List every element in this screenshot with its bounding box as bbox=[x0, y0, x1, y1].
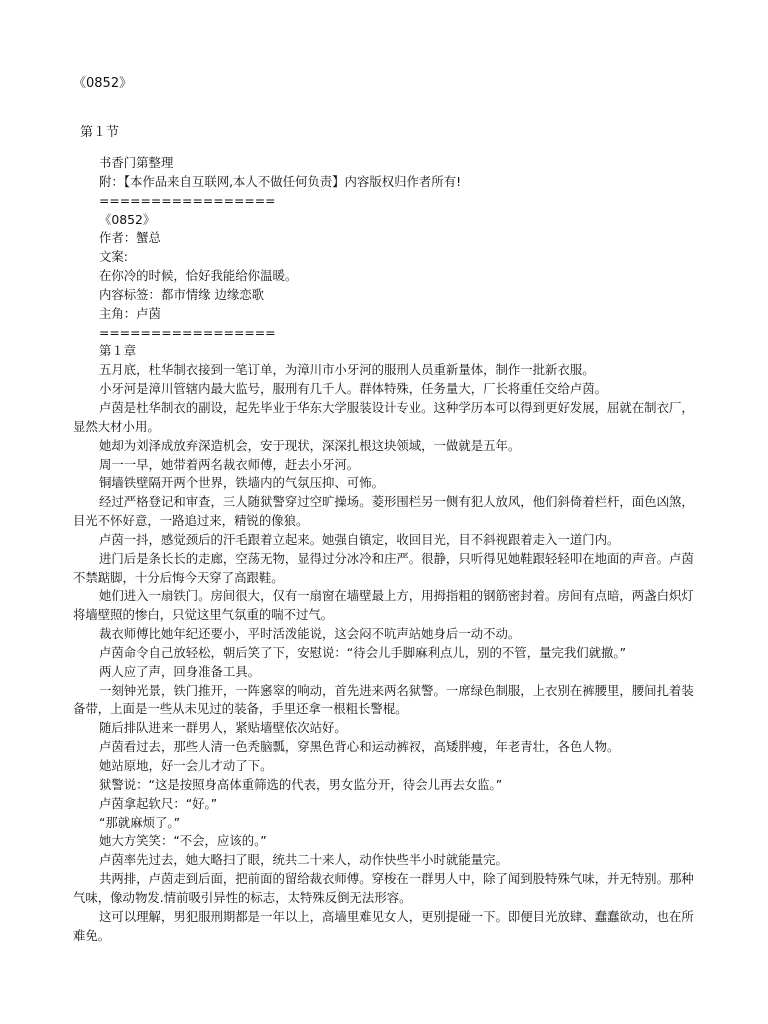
paragraph: 主角：卢茵 bbox=[99, 305, 161, 321]
document-body bbox=[73, 154, 698, 945]
paragraph: 裁衣师傅比她年纪还要小，平时活泼能说，这会闷不吭声站她身后一动不动。 bbox=[99, 626, 521, 642]
paragraph: 经过严格登记和审查，三人随狱警穿过空旷操场。菱形围栏另一侧有犯人放风，他们斜倚着栏杆，面色凶煞，目光不怀好意，一路追过来，精锐的像狼。 bbox=[73, 494, 694, 529]
paragraph: 狱警说：“这是按照身高体重筛选的代表，男女监分开，待会儿再去女监。” bbox=[99, 776, 503, 792]
paragraph: 卢茵命令自己放轻松，朝后笑了下，安慰说：“待会儿手脚麻利点儿，别的不管，量完我们就撤。” bbox=[99, 644, 627, 660]
paragraph: 文案: bbox=[99, 249, 128, 265]
paragraph: 一刻钟光景，铁门推开，一阵窸窣的响动，首先进来两名狱警。一席绿色制服，上衣别在裤腰里，腰间扎着装备带，上面是一些从未见过的装备，手里还拿一根粗长警棍。 bbox=[73, 682, 694, 717]
paragraph: 这可以理解，男犯服刑期都是一年以上，高墙里难见女人，更别提碰一下。即便目光放肆、蠢蠢欲动，也在所难免。 bbox=[73, 908, 694, 943]
paragraph: 两人应了声，回身准备工具。 bbox=[99, 663, 261, 679]
paragraph: 她们进入一扇铁门。房间很大，仅有一扇窗在墙壁最上方，用拇指粗的钢筋密封着。房间有点暗，两盏白炽灯将墙壁照的惨白，只觉这里气氛重的喘不过气。 bbox=[73, 588, 694, 623]
paragraph: 卢茵看过去，那些人清一色秃脑瓢，穿黑色背心和运动裤衩，高矮胖瘦，年老青壮，各色人物。 bbox=[99, 739, 620, 755]
paragraph: 她大方笑笑：“不会，应该的。” bbox=[99, 833, 267, 849]
paragraph: 五月底，杜华制衣接到一笔订单，为漳川市小牙河的服刑人员重新量体，制作一批新衣服。 bbox=[99, 362, 595, 378]
document-title: 《0852》 bbox=[73, 76, 133, 91]
paragraph: 铜墙铁壁隔开两个世界，铁墙内的气氛压抑、可怖。 bbox=[99, 475, 384, 491]
paragraph: 卢茵拿起软尺：“好。” bbox=[99, 795, 218, 811]
paragraph: 第１章 bbox=[99, 343, 137, 359]
section-title: 第１节 bbox=[80, 125, 120, 140]
paragraph: 书香门第整理 bbox=[99, 155, 174, 170]
paragraph: 周一一早，她带着两名裁衣师傅，赶去小牙河。 bbox=[99, 456, 360, 472]
paragraph: 在你冷的时候，恰好我能给你温暖。 bbox=[99, 268, 298, 284]
paragraph: 附：【本作品来自互联网,本人不做任何负责】内容版权归作者所有! bbox=[99, 173, 462, 189]
paragraph: 内容标签：都市情缘 边缘恋歌 bbox=[99, 286, 265, 302]
paragraph: 卢茵一抖，感觉颈后的汗毛跟着立起来。她强自镇定，收回目光，目不斜视跟着走入一道门内。 bbox=[99, 531, 620, 547]
paragraph: “那就麻烦了。” bbox=[99, 814, 180, 830]
paragraph: 卢茵率先过去，她大略扫了眼，统共二十来人，动作快些半小时就能量完。 bbox=[99, 852, 508, 868]
paragraph: 进门后是条长长的走廊，空荡无物，显得过分冰冷和庄严。很静，只听得见她鞋跟轻轻叩在地面的声音。卢茵不禁踮脚，十分后悔今天穿了高跟鞋。 bbox=[73, 550, 694, 585]
paragraph: 她站原地，好一会儿才动了下。 bbox=[99, 758, 273, 773]
paragraph: 作者：蟹总 bbox=[99, 230, 161, 246]
paragraph: 小牙河是漳川管辖内最大监号，服刑有几千人。群体特殊，任务量大，厂长将重任交给卢茵。 bbox=[99, 381, 608, 397]
paragraph: 随后排队进来一群男人，紧贴墙壁依次站好。 bbox=[99, 720, 347, 736]
paragraph: ================= bbox=[99, 192, 276, 208]
paragraph: 她却为刘泽成放弃深造机会，安于现状，深深扎根这块领域，一做就是五年。 bbox=[99, 437, 521, 453]
paragraph: 共两排，卢茵走到后面，把前面的留给裁衣师傅。穿梭在一群男人中，除了闻到股特殊气味，并无特别。那种气味，像动物发.情前吸引异性的标志，太特殊反倒无法形容。 bbox=[73, 871, 694, 905]
paragraph: ================= bbox=[99, 324, 276, 340]
paragraph: 《0852》 bbox=[99, 211, 156, 227]
paragraph: 卢茵是杜华制衣的副设，起先毕业于华东大学服装设计专业。这种学历本可以得到更好发展，屈就在制衣厂，显然大材小用。 bbox=[73, 399, 694, 434]
